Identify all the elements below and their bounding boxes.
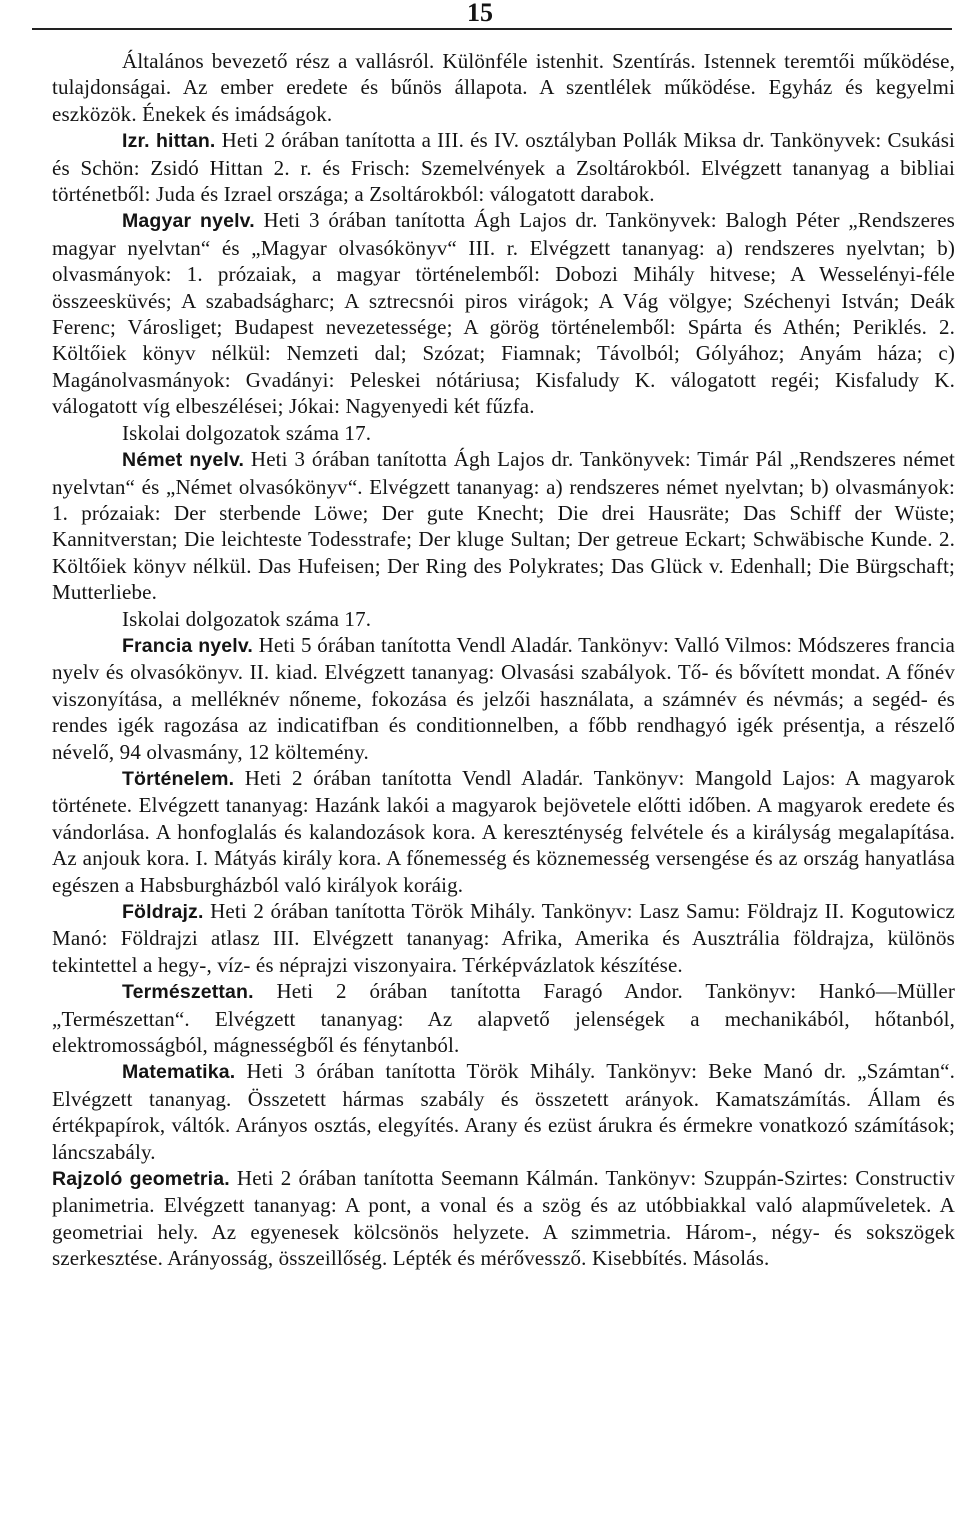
subject-heading: Földrajz. xyxy=(122,901,204,923)
paragraph-text: Iskolai dolgozatok száma 17. xyxy=(122,606,372,631)
paragraph-text: Heti 2 órában tanította a III. és IV. osztályban Pollák Miksa dr. Tankönyvek: Csukási és Schön: Zsidó Hittan 2. r. és Frisch: Szemelvények a Zsoltárokból. Elvégzett tananyag a bibliai történetből: Juda és Izrael országa; a Zsoltárokból: válogatott darabok. xyxy=(52,128,955,207)
subject-heading: Francia nyelv. xyxy=(122,634,253,657)
header-rule xyxy=(32,28,952,30)
paragraph-geography xyxy=(52,898,955,978)
subject-heading: Természettan. xyxy=(122,981,254,1004)
paragraph-text: Heti 2 órában tanította Vendl Aladár. Tankönyv: Mangold Lajos: A magyarok története. Elvégzett tananyag: Hazánk lakói a magyarok bejövetele előtti időben. A magyarok eredete és vándorlása. A honfoglalás és kalandozások kora. A kereszténység felvétele és a királyság megalapítása. Az anjouk kora. I. Mátyás király kora. A főnemesség és köznemesség versengése és az ország hanyatlása egészen a Habsburgházból való királyok koráig. xyxy=(52,765,955,897)
paragraph-mathematics xyxy=(52,1058,955,1165)
paragraph-french xyxy=(52,632,955,765)
subject-heading: Történelem. xyxy=(122,767,235,790)
paragraph-jewish-religion xyxy=(52,127,955,207)
page-number: 15 xyxy=(467,0,493,27)
paragraph-text: Heti 2 órában tanította Seemann Kálmán. Tankönyv: Szuppán-Szirtes: Constructiv planimetria. Elvégzett tananyag: A pont, a vonal és a szög és az utóbbiakkal való alapműveletek. A geometriai hely. Az egyenesek kölcsönös helyzete. A szimmetria. Három-, négy- és sokszögek szerkesztése. Arányosság, összeillőség. Lépték és mérővessző. Kisebbítés. Másolás. xyxy=(52,1166,955,1271)
paragraph-text: Heti 2 órában tanította Török Mihály. Tankönyv: Lasz Samu: Földrajz II. Kogutowicz Manó: Földrajzi atlasz III. Elvégzett tananyag: Afrika, Amerika és Ausztrália földrajza, különös tekintettel a hegy-, víz- és néprajzi viszonyaira. Térképvázlatok készítése. xyxy=(52,899,956,977)
paragraph-history xyxy=(52,765,955,898)
paragraph-text: Általános bevezető rész a vallásról. Különféle istenhit. Szentírás. Istennek teremtői működése, tulajdonságai. Az ember eredete és bűnös állapota. A szentlélek működése. Egyház és kegyelmi eszközök. Énekek és imádságok. xyxy=(52,49,955,126)
body-text xyxy=(52,48,955,1272)
paragraph-german-assignments xyxy=(52,606,955,632)
paragraph-text: Heti 3 órában tanította Ágh Lajos dr. Tankönyvek: Balogh Péter „Rendszeres magyar nyelvtan“ és „Magyar olvasókönyv“ III. r. Elvégzett tananyag: a) rendszeres nyelvtan; b) olvasmányok: 1. prózaiak, a magyar történelemből: Dobozi Mihály hitvese; A Wesselényi-féle összeesküvés; A szabadságharc; A sztrecsnói piros virágok; A Vág völgye; Széchenyi István; Deák Ferenc; Városliget; Budapest nevezetessége; A görög történelemből: Spárta és Athén; Periklés. 2. Költőiek könyv nélkül: Nemzeti dal; Szózat; Fiamnak; Távolból; Gólyához; Anyám háza; c) Magánolvasmányok: Gvadányi: Peleskei nótáriusa; Kisfaludy K. válogatott regéi; Kisfaludy K. válogatott víg elbeszélései; Jókai: Nagyenyedi két fűzfa. xyxy=(52,208,955,419)
subject-heading: Német nyelv. xyxy=(122,449,245,472)
subject-heading: Matematika. xyxy=(122,1061,236,1084)
subject-heading: Magyar nyelv. xyxy=(122,210,255,233)
paragraph-geometric-drawing xyxy=(52,1165,955,1272)
paragraph-text: Heti 3 órában tanította Török Mihály. Tankönyv: Beke Manó dr. „Számtan“. Elvégzett tananyag. Összetett hármas szabály és összetett arányok. Kamatszámítás. Állam és értékpapírok, váltók. Arányos osztás, elegyítés. Arany és ezüst árukra és érmekre vonatkozó számítások; láncszabály. xyxy=(52,1059,955,1164)
paragraph-text: Iskolai dolgozatok száma 17. xyxy=(122,420,372,445)
paragraph-text: Heti 2 órában tanította Faragó Andor. Tankönyv: Hankó—Müller „Természettan“. Elvégzett tananyag: Az alapvető jelenségek a mechanikából, hőtanból, elektromosságból, mágnességből és fénytanból. xyxy=(52,979,955,1058)
paragraph-hungarian xyxy=(52,207,955,419)
paragraph-religion-general xyxy=(52,48,955,127)
paragraph-physics xyxy=(52,978,955,1058)
paragraph-text: Heti 3 órában tanította Ágh Lajos dr. Tankönyvek: Timár Pál „Rendszeres német nyelvtan“ és „Német olvasókönyv“. Elvégzett tananyag: a) rendszeres német nyelvtan; b) olvasmányok: 1. prózaiak: Der sterbende Löwe; Der gute Knecht; Die drei Hausräte; Das Schiff der Wüste; Kannitverstan; Die leichteste Todesstrafe; Der kluge Sultan; Der getreue Eckart; Schwäbische Kunde. 2. Költőiek könyv nélkül. Das Hufeisen; Der Ring des Polykrates; Das Glück v. Edenhall; Die Bürgschaft; Mutterliebe. xyxy=(52,447,955,605)
subject-heading: Rajzoló geometria. xyxy=(52,1168,230,1191)
paragraph-hungarian-assignments xyxy=(52,420,955,446)
paragraph-german xyxy=(52,446,955,605)
paragraph-text: Heti 5 órában tanította Vendl Aladár. Tankönyv: Valló Vilmos: Módszeres francia nyelv és olvasókönyv. II. kiad. Elvégzett tananyag: Olvasási szabályok. Tő- és bővített mondat. A főnév viszonyítása, a melléknév nőneme, fokozása és jelzői használata, a számnév és névmás; a segéd- és rendes igék ragozása az indicatifban és conditionnelben, a főbb rendhagyó igék présentja, a részelő névelő, 94 olvasmány, 12 költemény. xyxy=(52,632,956,764)
subject-heading: Izr. hittan. xyxy=(122,130,216,153)
